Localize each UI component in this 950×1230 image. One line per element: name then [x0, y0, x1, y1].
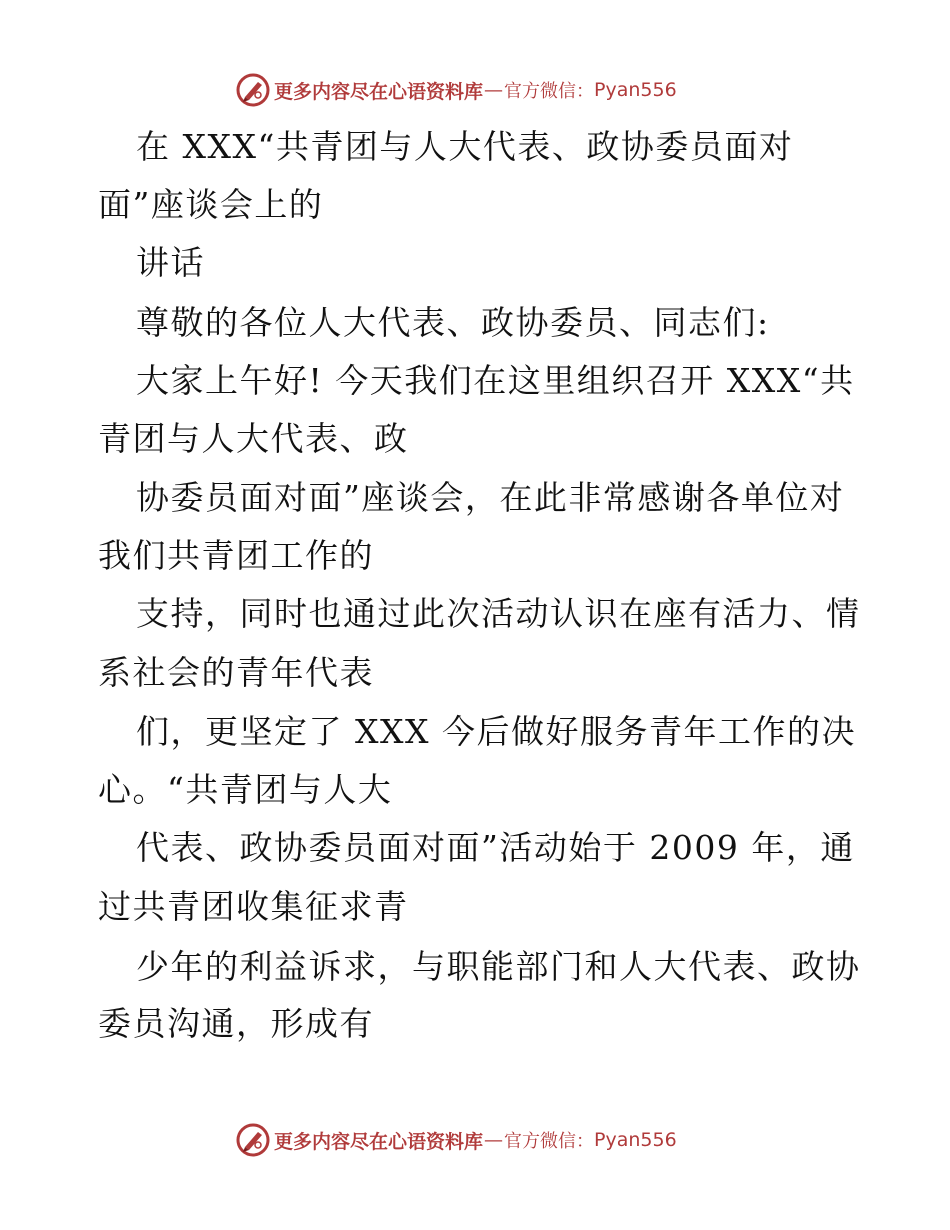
banner-wechat-label: 官方微信： — [504, 81, 595, 102]
text-line-16: 委员沟通，形成有 — [98, 1004, 374, 1043]
text-line-10: 系社会的青年代表 — [98, 653, 374, 692]
header-banner — [236, 72, 756, 108]
text-line-13: 代表、政协委员面对面”活动始于 2009 年，通 — [136, 828, 855, 867]
banner-wechat-label: 官方微信： — [504, 1131, 595, 1152]
text-line-12: 心。“共青团与人大 — [98, 770, 393, 809]
text-line-4: 尊敬的各位人大代表、政协委员、同志们: — [136, 303, 770, 342]
text-line-8: 我们共青团工作的 — [98, 536, 374, 575]
text-line-6: 青团与人大代表、政 — [98, 419, 409, 458]
text-line-3: 讲话 — [136, 243, 205, 282]
pen-logo-icon — [236, 1123, 270, 1157]
banner-dash: — — [484, 79, 504, 101]
banner-title: 更多内容尽在心语资料库 — [274, 80, 484, 103]
text-line-7: 协委员面对面”座谈会，在此非常感谢各单位对 — [136, 478, 845, 517]
text-line-5: 大家上午好! 今天我们在这里组织召开 XXX“共 — [136, 361, 855, 400]
banner-dash: — — [484, 1129, 504, 1151]
text-line-15: 少年的利益诉求，与职能部门和人大代表、政协 — [136, 947, 861, 986]
banner-wechat-id: Pyan556 — [594, 79, 677, 101]
text-line-2: 面”座谈会上的 — [98, 185, 324, 224]
text-line-1: 在 XXX“共青团与人大代表、政协委员面对 — [136, 127, 794, 166]
pen-logo-icon — [236, 73, 270, 107]
text-line-9: 支持，同时也通过此次活动认识在座有活力、情 — [136, 594, 861, 633]
text-line-11: 们，更坚定了 XXX 今后做好服务青年工作的决 — [136, 712, 856, 751]
banner-title: 更多内容尽在心语资料库 — [274, 1130, 484, 1153]
footer-banner — [236, 1122, 756, 1158]
banner-wechat-id: Pyan556 — [594, 1129, 677, 1151]
text-line-14: 过共青团收集征求青 — [98, 887, 409, 926]
